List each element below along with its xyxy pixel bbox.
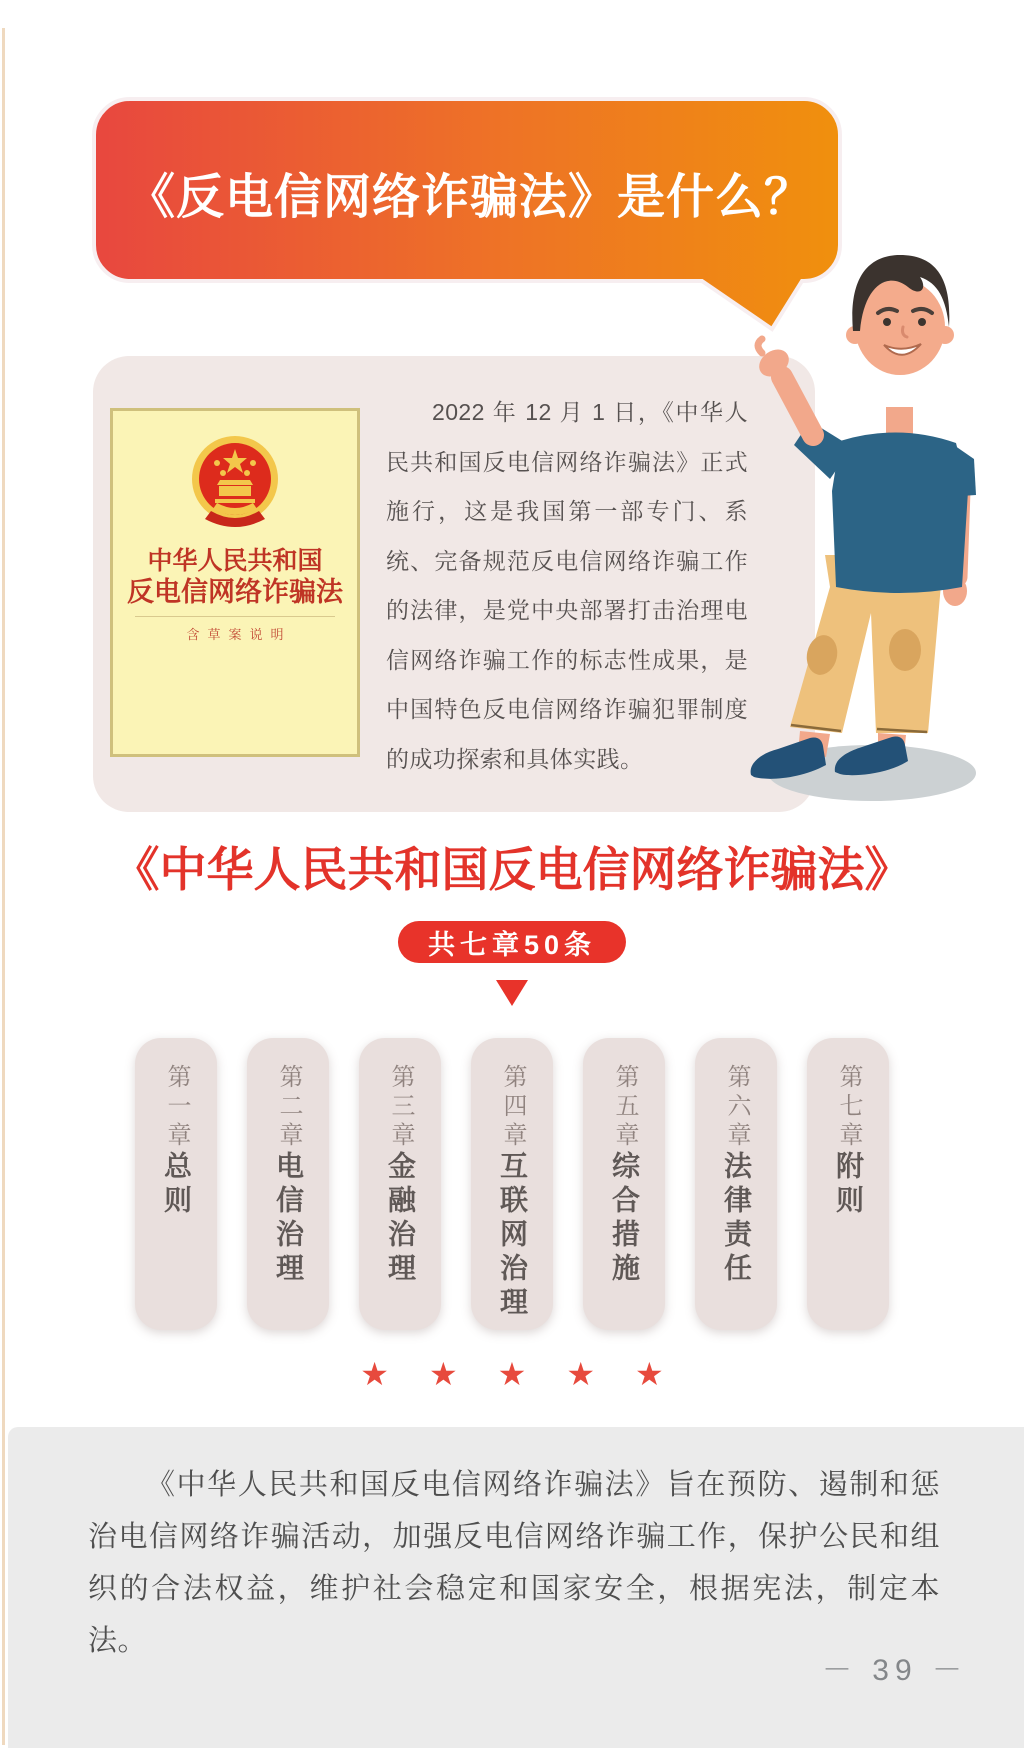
intro-paragraph: 2022 年 12 月 1 日，《中华人民共和国反电信网络诈骗法》正式施行，这是我国第一部专门、系统、完备规范反电信网络诈骗工作的法律，是党中央部署打击治理电信网络诈骗工作的标志性成果，是中国特色反电信网络诈骗犯罪制度的成功探索和具体实践。 [386,399,748,772]
law-book-cover [110,408,360,757]
down-arrow-icon [496,980,528,1006]
chapter-number: 第二章 [275,1064,302,1151]
main-question-title: 《反电信网络诈骗法》是什么？ [126,170,813,224]
footer-section [8,1427,1024,1748]
chapter-pill-6 [695,1038,777,1330]
chapter-title: 电信治理 [273,1151,304,1287]
page-number: － 39 － [821,1654,969,1687]
chapter-number: 第三章 [387,1064,414,1151]
chapter-title: 综合措施 [609,1151,640,1287]
star-divider [0,1356,1024,1392]
book-title-line2: 反电信网络诈骗法 [127,577,343,607]
chapter-title: 金融治理 [385,1151,416,1287]
book-subtitle: 含草案说明 [186,627,292,642]
chapter-list [0,1038,1024,1330]
chapter-number: 第五章 [611,1064,638,1151]
chapter-pill-3 [359,1038,441,1330]
chapter-number: 第一章 [163,1064,190,1151]
law-section-title: 《中华人民共和国反电信网络诈骗法》 [112,845,912,897]
star-icon: ★ [360,1356,389,1392]
chapter-pill-4 [471,1038,553,1330]
chapter-number: 第四章 [499,1064,526,1151]
chapter-count-badge: 共七章50条 [398,921,626,963]
star-icon: ★ [428,1356,458,1392]
book-title-line1: 中华人民共和国 [147,548,323,575]
chapter-pill-2 [247,1038,329,1330]
chapter-title: 总则 [161,1151,192,1219]
chapter-title: 附则 [833,1151,864,1219]
national-emblem-icon [187,433,283,533]
book-divider [135,616,335,617]
chapter-pill-7 [807,1038,889,1330]
chapter-title: 法律责任 [721,1151,752,1287]
chapter-pill-1 [135,1038,217,1330]
chapter-title: 互联网治理 [497,1151,528,1321]
star-icon: ★ [635,1356,664,1392]
book-title [113,547,357,607]
star-icon: ★ [566,1356,596,1392]
chapter-number: 第七章 [835,1064,862,1151]
chapter-number: 第六章 [723,1064,750,1151]
purpose-paragraph: 《中华人民共和国反电信网络诈骗法》旨在预防、遏制和惩治电信网络诈骗活动，加强反电信网络诈骗工作，保护公民和组织的合法权益，维护社会稳定和国家安全，根据宪法，制定本法。 [88,1469,940,1657]
chapter-pill-5 [583,1038,665,1330]
star-icon: ★ [497,1356,527,1392]
